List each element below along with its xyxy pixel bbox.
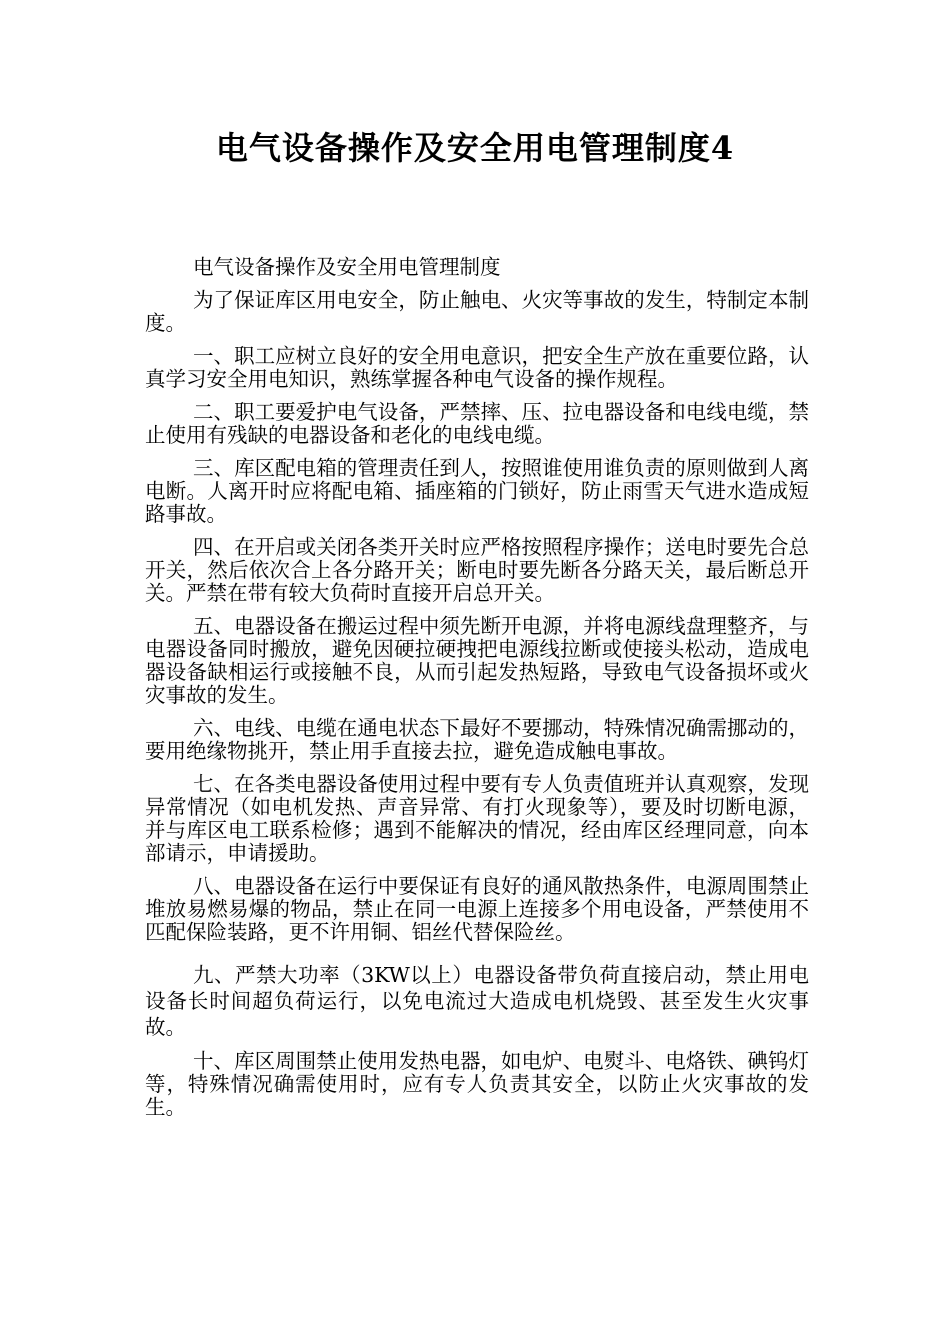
- rule-paragraph-9: 九、严禁大功率（3KW以上）电器设备带负荷直接启动，禁止用电设备长时间超负荷运行，以免电流过大造成电机烧毁、甚至发生火灾事故。: [145, 963, 809, 1039]
- rule-paragraph-4: 四、在开启或关闭各类开关时应严格按照程序操作；送电时要先合总开关，然后依次合上各分路开关；断电时要先断各分路天关，最后断总开关。严禁在带有较大负荷时直接开启总开关。: [145, 535, 809, 605]
- rule-paragraph-3: 三、库区配电箱的管理责任到人，按照谁使用谁负责的原则做到人离电断。人离开时应将配电箱、插座箱的门锁好，防止雨雪天气进水造成短路事故。: [145, 456, 809, 526]
- rule-paragraph-1: 一、职工应树立良好的安全用电意识，把安全生产放在重要位路，认真学习安全用电知识，熟练掌握各种电气设备的操作规程。: [145, 344, 809, 391]
- rule-paragraph-7: 七、在各类电器设备使用过程中要有专人负责值班并认真观察，发现异常情况（如电机发热、声音异常、有打火现象等），要及时切断电源，并与库区电工联系检修；遇到不能解决的情况，经由库区经理同意，向本部请示，申请援助。: [145, 772, 809, 865]
- rule-paragraph-5: 五、电器设备在搬运过程中须先断开电源，并将电源线盘理整齐，与电器设备同时搬放，避免因硬拉硬拽把电源线拉断或使接头松动，造成电器设备缺相运行或接触不良，从而引起发热短路，导致电气设备损坏或火灾事故的发生。: [145, 614, 809, 707]
- intro-paragraph: 为了保证库区用电安全，防止触电、火灾等事故的发生，特制定本制度。: [145, 288, 809, 335]
- document-body: [145, 256, 809, 1129]
- document-title: 电气设备操作及安全用电管理制度4: [215, 129, 735, 167]
- rule-paragraph-6: 六、电线、电缆在通电状态下最好不要挪动，特殊情况确需挪动的，要用绝缘物挑开，禁止用手直接去拉，避免造成触电事故。: [145, 716, 809, 763]
- rule-paragraph-8: 八、电器设备在运行中要保证有良好的通风散热条件，电源周围禁止堆放易燃易爆的物品，禁止在同一电源上连接多个用电设备，严禁使用不匹配保险装路，更不许用铜、铝丝代替保险丝。: [145, 874, 809, 944]
- subtitle-paragraph: 电气设备操作及安全用电管理制度: [193, 255, 501, 279]
- rule-paragraph-10: 十、库区周围禁止使用发热电器，如电炉、电熨斗、电烙铁、碘钨灯等，特殊情况确需使用时，应有专人负责其安全，以防止火灾事故的发生。: [145, 1049, 809, 1119]
- rule-paragraph-2: 二、职工要爱护电气设备，严禁摔、压、拉电器设备和电线电缆，禁止使用有残缺的电器设备和老化的电线电缆。: [145, 400, 809, 447]
